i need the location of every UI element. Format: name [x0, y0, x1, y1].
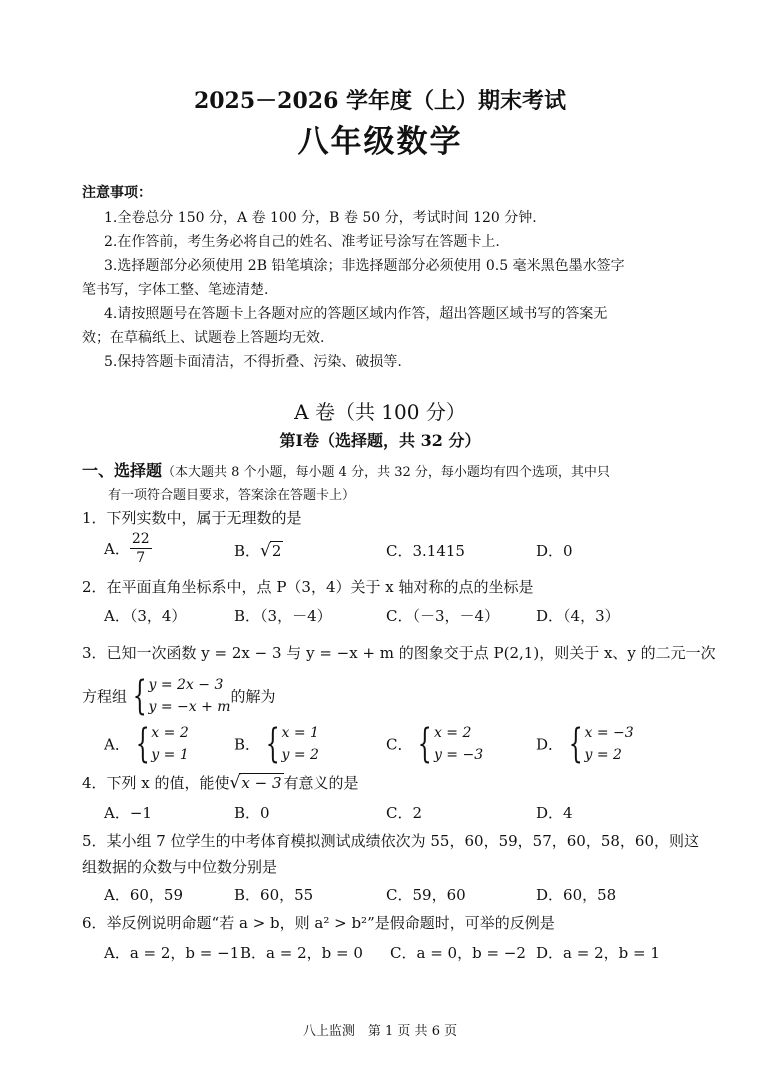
q3-option-d: D． { x = −3 y = 2 — [536, 721, 634, 767]
q3-option-b: B． { x = 1 y = 2 — [234, 721, 319, 767]
q1-stem: 1．下列实数中，属于无理数的是 — [82, 509, 302, 527]
q5-stem-cont: 组数据的众数与中位数分别是 — [82, 858, 278, 876]
notice-item: 笔书写，字体工整、笔迹清楚. — [82, 282, 269, 298]
q5-option-a: A．60，59 — [104, 886, 184, 904]
page-footer: 八上监测 第 1 页 共 6 页 — [302, 1024, 458, 1039]
notice-item: 5.保持答题卡面清洁，不得折叠、污染、破损等. — [104, 354, 402, 370]
q2-stem: 2．在平面直角坐标系中，点 P（3，4）关于 x 轴对称的点的坐标是 — [82, 578, 534, 596]
q4-option-a: A．−1 — [104, 804, 152, 822]
section-desc: （本大题共 8 个小题，每小题 4 分，共 32 分，每小题均有四个选项，其中只 — [162, 465, 610, 480]
q6-option-d: D．a = 2，b = 1 — [536, 944, 660, 962]
q2-option-b: B．（3，－4） — [234, 607, 332, 625]
subject-title: 八年级数学 — [297, 124, 463, 160]
q2-option-a: A．（3，4） — [104, 607, 187, 625]
q5-stem: 5．某小组 7 位学生的中考体育模拟测试成绩依次为 55，60，59，57，60，58，60，则这 — [82, 832, 700, 850]
fraction: $\frac{22}{7}$ — [131, 531, 150, 566]
notice-item: 1.全卷总分 150 分，A 卷 100 分，B 卷 50 分，考试时间 120 分钟. — [104, 210, 537, 226]
notice-item: 2.在作答前，考生务必将自己的姓名、准考证号涂写在答题卡上. — [104, 234, 500, 250]
q1-option-b: B．√2 — [234, 541, 282, 561]
q1-option-a: A． $\frac{22}{7}$ — [104, 531, 150, 566]
q4-option-d: D．4 — [536, 804, 573, 822]
volume-title: A 卷（共 100 分） — [294, 400, 466, 424]
q2-option-c: C．（－3，－4） — [386, 607, 500, 625]
exam-title: 2025－2026 学年度（上）期末考试 — [193, 88, 567, 114]
q6-option-a: A．a = 2，b = −1 — [104, 944, 240, 962]
section-desc-cont: 有一项符合题目要求，答案涂在答题卡上） — [108, 488, 356, 503]
q1-option-c: C．3.1415 — [386, 542, 465, 560]
q1-option-d: D．0 — [536, 542, 573, 560]
q4-option-b: B．0 — [234, 804, 270, 822]
section-heading — [82, 458, 610, 481]
equation-system: { y = 2x − 3 y = −x + m — [132, 673, 231, 719]
notice-item: 4.请按照题号在答题卡上各题对应的答题区域内作答，超出答题区域书写的答案无 — [104, 306, 608, 322]
q3-option-c: C． { x = 2 y = −3 — [386, 721, 484, 767]
section-label: 一、选择题 — [82, 461, 163, 480]
q6-option-c: C．a = 0，b = −2 — [390, 944, 526, 962]
q3-stem-cont: 方程组 { y = 2x − 3 y = −x + m 的解为 — [82, 673, 276, 719]
notice-heading: 注意事项： — [82, 185, 152, 201]
q5-option-c: C．59，60 — [386, 886, 466, 904]
q4-stem: 4．下列 x 的值，能使√x − 3 有意义的是 — [82, 773, 359, 793]
volume-subtitle: 第Ⅰ卷（选择题，共 32 分） — [279, 431, 481, 450]
q2-option-d: D．（4，3） — [536, 607, 620, 625]
q6-stem: 6．举反例说明命题“若 a > b，则 a² > b²”是假命题时，可举的反例是 — [82, 914, 555, 932]
notice-item: 3.选择题部分必须使用 2B 铅笔填涂；非选择题部分必须使用 0.5 毫米黑色墨水签字 — [104, 258, 625, 274]
q6-option-b: B．a = 2，b = 0 — [240, 944, 363, 962]
q5-option-d: D．60，58 — [536, 886, 617, 904]
q3-stem: 3．已知一次函数 y = 2x − 3 与 y = −x + m 的图象交于点 P(2,1)，则关于 x、y 的二元一次 — [82, 644, 716, 662]
q4-option-c: C．2 — [386, 804, 423, 822]
q3-option-a: A． { x = 2 y = 1 — [104, 721, 189, 767]
notice-item: 效；在草稿纸上、试题卷上答题均无效. — [82, 330, 325, 346]
q5-option-b: B．60，55 — [234, 886, 314, 904]
